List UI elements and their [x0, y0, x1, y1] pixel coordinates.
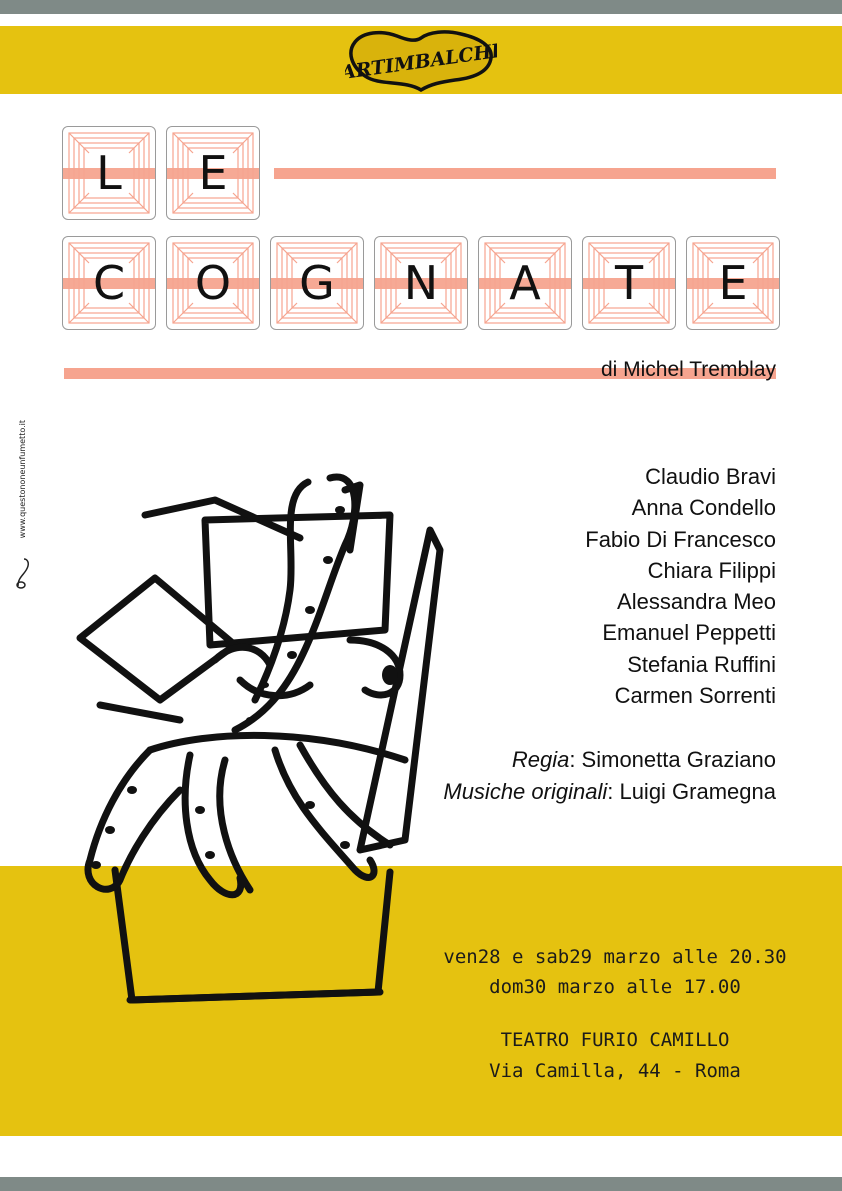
music-credit [420, 776, 776, 808]
title-tile-a [478, 236, 572, 330]
director-label: Regia [511, 747, 570, 772]
heart-logo-icon [345, 28, 497, 94]
title-letter: O [194, 256, 232, 310]
title-letter: A [509, 256, 541, 310]
title-letter: E [198, 146, 228, 200]
director-credit [420, 744, 776, 776]
date-line-2: dom30 marzo alle 17.00 [489, 976, 741, 998]
cast-member: Carmen Sorrenti [614, 683, 776, 709]
cast-member: Chiara Filippi [647, 557, 776, 583]
title-letter: N [403, 256, 439, 310]
title-letter: L [96, 146, 122, 200]
side-url [10, 420, 40, 590]
box-with-tentacles-illustration [60, 460, 460, 1005]
top-gray-band [0, 0, 842, 14]
title-letter: C [92, 256, 126, 310]
title-tile-e [166, 126, 260, 220]
title-tile-t [582, 236, 676, 330]
title-letter: E [718, 256, 748, 310]
title-tile-g [270, 236, 364, 330]
title-letter: G [299, 256, 335, 310]
title-tile-o [166, 236, 260, 330]
title-tile-c [62, 236, 156, 330]
cast-member: Claudio Bravi [645, 464, 776, 489]
cast-member: Emanuel Peppetti [602, 620, 776, 646]
venue-info [420, 1025, 810, 1087]
music-label: Musiche originali [443, 778, 608, 804]
director-name: : Simonetta Graziano [569, 747, 776, 772]
title-tile-n [374, 236, 468, 330]
title-tile-e2 [686, 236, 780, 330]
event-dates [420, 942, 810, 1002]
side-url-text: www.questononeunfumetto.it [18, 420, 27, 539]
title-letter: T [614, 256, 644, 310]
cast-list [470, 461, 776, 711]
author-credit: di Michel Tremblay [600, 358, 776, 381]
bottom-gray-band [0, 1177, 842, 1191]
music-composer: : Luigi Gramegna [607, 778, 776, 804]
svg-text:ARTIMBALCHI: ARTIMBALCHI [345, 39, 497, 85]
date-line-1: ven28 e sab29 marzo alle 20.30 [443, 946, 787, 968]
pipe-icon [14, 556, 36, 590]
cast-member: Fabio Di Francesco [585, 526, 776, 552]
cast-member: Stefania Ruffini [627, 651, 776, 677]
credits [420, 744, 776, 807]
title-tile-l [62, 126, 156, 220]
venue-address: Via Camilla, 44 - Roma [489, 1060, 741, 1082]
cast-member: Alessandra Meo [617, 589, 776, 615]
title-bar-1 [274, 168, 776, 179]
company-logo [345, 28, 497, 94]
cast-member: Anna Condello [631, 495, 776, 521]
venue-name: TEATRO FURIO CAMILLO [500, 1029, 730, 1051]
